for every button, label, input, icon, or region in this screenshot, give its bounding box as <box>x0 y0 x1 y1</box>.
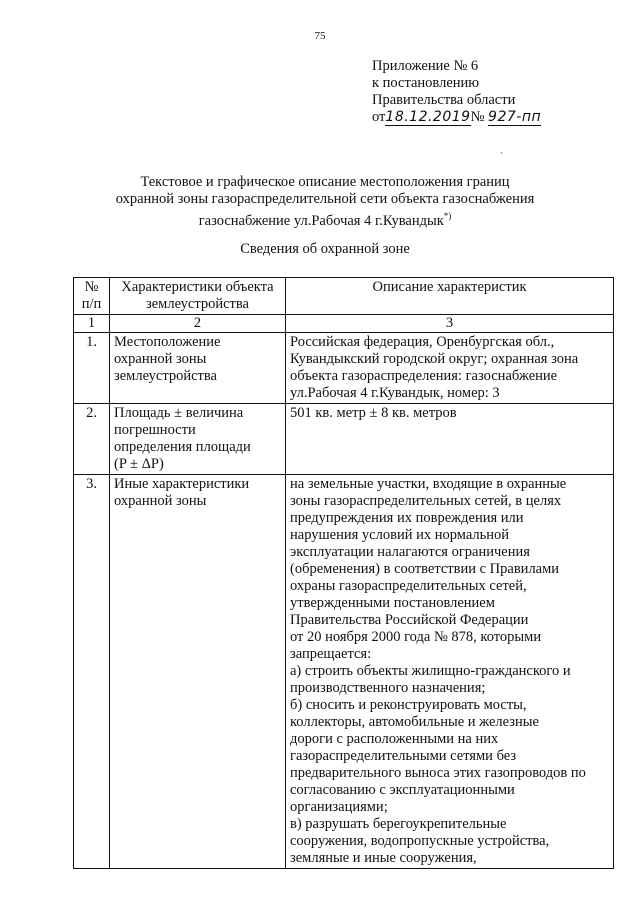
row-description: Российская федерация, Оренбургская обл., Кувандыкский городской округ; охранная зона объекта газораспределения: газоснабжение ул.Рабочая 4 г.Кувандык, номер: 3 <box>286 333 614 404</box>
table-row <box>74 475 614 869</box>
title-line-3 <box>60 208 590 230</box>
zone-table <box>73 277 614 869</box>
section-subtitle: Сведения об охранной зоне <box>240 241 410 257</box>
column-number: 1 <box>74 315 110 333</box>
page-number: 75 <box>314 30 326 42</box>
row-number: 3. <box>74 475 110 869</box>
handwritten-number: 927-пп <box>488 109 542 125</box>
row-characteristic: Иные характеристики охранной зоны <box>110 475 286 869</box>
appendix-block <box>372 58 612 126</box>
table-row <box>74 404 614 475</box>
footnote-mark: *) <box>443 211 452 221</box>
column-number: 3 <box>286 315 614 333</box>
date-label: от <box>372 109 386 125</box>
number-label: № <box>470 109 485 125</box>
row-characteristic: Площадь ± величина погрешности определения площади (P ± ΔP) <box>110 404 286 475</box>
document-title <box>60 174 590 230</box>
row-number: 1. <box>74 333 110 404</box>
appendix-government: Правительства области <box>372 92 516 108</box>
appendix-date-line <box>372 109 612 126</box>
title-line-2: охранной зоны газораспределительной сети объекта газоснабжения <box>115 191 535 207</box>
handwritten-date: 18.12.2019 <box>385 109 471 125</box>
row-characteristic: Местоположение охранной зоны землеустройства <box>110 333 286 404</box>
header-description: Описание характеристик <box>286 278 614 315</box>
title-line-3-text: газоснабжение ул.Рабочая 4 г.Кувандык <box>198 212 444 229</box>
column-number-row <box>74 315 614 333</box>
column-number: 2 <box>110 315 286 333</box>
row-description: на земельные участки, входящие в охранные зоны газораспределительных сетей, в целях предупреждения их повреждения или нарушения условий их нормальной эксплуатации налагаются ограничения (обременения) в соответствии с Правилами охраны газораспределительных сетей, утвержденными постановлением Правительства Российской Федерации от 20 ноября 2000 года № 878, которыми запрещается: а) строить объекты жилищно-гражданского и производственного назначения; б) сносить и реконструировать мосты, коллекторы, автомобильные и железные дороги с расположенными на них газораспределительными сетями без предварительного выноса этих газопроводов по согласованию с эксплуатационными организациями; в) разрушать берегоукрепительные сооружения, водопропускные устройства, земляные и иные сооружения, <box>286 475 614 869</box>
row-number: 2. <box>74 404 110 475</box>
stray-mark: ` <box>500 152 504 163</box>
table-header-row <box>74 278 614 315</box>
appendix-resolution: к постановлению <box>372 75 480 91</box>
header-num: № п/п <box>74 278 110 315</box>
header-characteristic: Характеристики объекта землеустройства <box>110 278 286 315</box>
appendix-title: Приложение № 6 <box>372 58 479 74</box>
row-description: 501 кв. метр ± 8 кв. метров <box>286 404 614 475</box>
title-line-1: Текстовое и графическое описание местоположения границ <box>140 174 510 190</box>
table-row <box>74 333 614 404</box>
